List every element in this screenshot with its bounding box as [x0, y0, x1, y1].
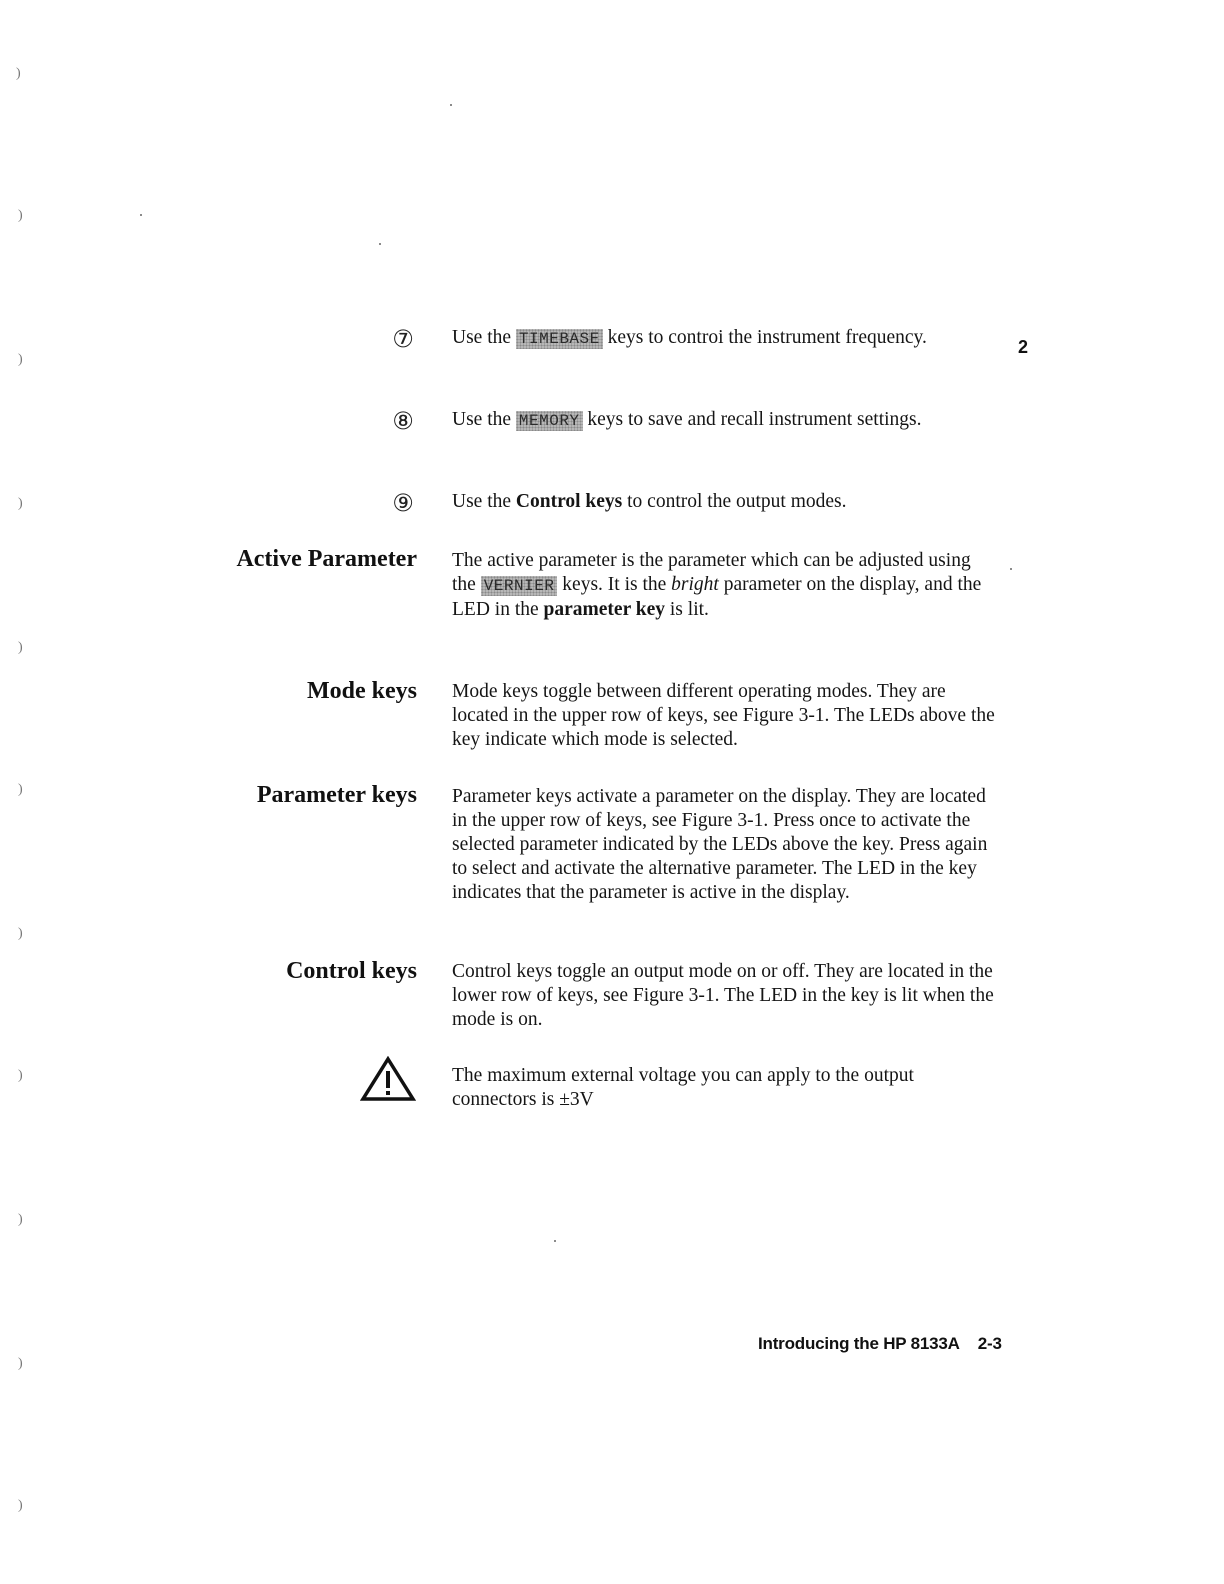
item-9-text: [452, 490, 997, 514]
item-8-post: keys to save and recall instrument settings.: [582, 409, 922, 430]
scan-speck: [379, 243, 381, 245]
active-parameter-text: [452, 549, 997, 622]
heading-mode-keys: Mode keys: [307, 678, 417, 704]
page-number: 2-3: [977, 1334, 1002, 1353]
margin-mark: ): [18, 640, 23, 655]
item-9-post: to control the output modes.: [622, 491, 847, 512]
margin-mark: ): [18, 1068, 23, 1083]
footer-title: Introducing the HP 8133A: [758, 1334, 960, 1353]
warning-triangle-icon: [360, 1056, 416, 1102]
memory-key-label: MEMORY: [516, 411, 583, 431]
margin-mark: ): [18, 352, 23, 367]
warning-text: The maximum external voltage you can apply to the output connectors is ±3V: [452, 1065, 914, 1110]
item-7-text: [452, 326, 997, 351]
page-footer: [758, 1334, 1002, 1354]
margin-mark: ): [18, 1212, 23, 1227]
active-parameter-p3: parameter on the display, and the LED in the: [452, 574, 982, 620]
mode-keys-text: Mode keys toggle between different operating modes. They are located in the upper row of keys, see Figure 3-1. The LEDs above the key indicate which mode is selected.: [452, 681, 995, 750]
active-parameter-p4: is lit.: [665, 599, 709, 620]
callout-number-8: ⑧: [392, 407, 414, 435]
item-7-pre: Use the: [452, 327, 516, 348]
callout-number-7: ⑦: [392, 325, 414, 353]
margin-mark: ): [16, 66, 21, 81]
margin-mark: ): [18, 1498, 23, 1513]
item-8-text: [452, 408, 997, 433]
margin-mark: ): [18, 496, 23, 511]
parameter-keys-text: Parameter keys activate a parameter on the display. They are located in the upper row of keys, see Figure 3-1. Press once to activate the selected parameter indicated by the LEDs above the key. Press again to select and activate the alternative parameter. The LED in the key indicates that the parameter is active in the display.: [452, 786, 988, 903]
scan-speck: [450, 104, 452, 106]
scan-speck: [140, 214, 142, 216]
item-8-pre: Use the: [452, 409, 516, 430]
heading-parameter-keys: Parameter keys: [256, 782, 417, 808]
item-9-bold: Control keys: [515, 491, 623, 512]
callout-number-9: ⑨: [392, 489, 414, 517]
margin-mark: ): [18, 1356, 23, 1371]
control-keys-text: Control keys toggle an output mode on or off. They are located in the lower row of keys, see Figure 3-1. The LED in the key is lit when the mode is on.: [452, 961, 994, 1030]
margin-mark: ): [18, 208, 23, 223]
scan-speck: [554, 1240, 556, 1242]
scan-speck: [1010, 568, 1012, 570]
heading-active-parameter: Active Parameter: [236, 546, 417, 572]
active-parameter-bold: parameter key: [543, 599, 666, 620]
active-parameter-p1: The active parameter is the parameter which can be adjusted using the: [452, 550, 971, 595]
vernier-key-label: VERNIER: [481, 576, 558, 596]
item-9-pre: Use the: [452, 491, 516, 512]
chapter-tab-number: 2: [1018, 337, 1029, 357]
timebase-key-label: TIMEBASE: [516, 329, 603, 349]
margin-mark: ): [18, 782, 23, 797]
margin-mark: ): [18, 926, 23, 941]
active-parameter-italic: bright: [671, 574, 719, 595]
heading-control-keys: Control keys: [286, 958, 417, 984]
active-parameter-p2: keys. It is the: [557, 574, 672, 595]
item-7-post: keys to controi the instrument frequency.: [602, 327, 927, 348]
